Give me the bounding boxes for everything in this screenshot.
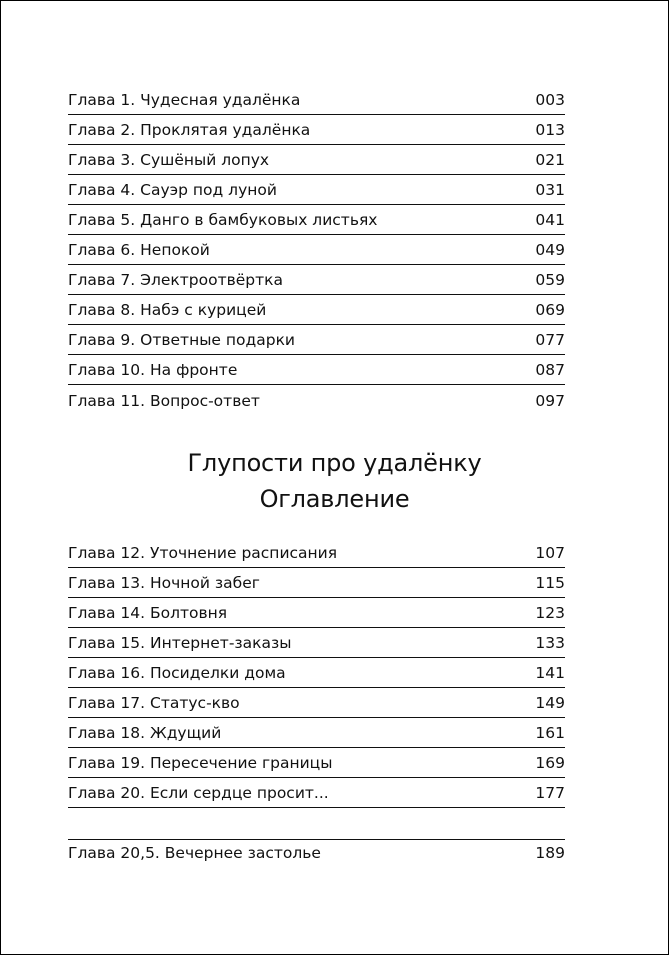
page-number: 013 xyxy=(535,120,565,139)
toc-row xyxy=(68,145,565,175)
toc-extra xyxy=(68,837,565,867)
toc-row xyxy=(68,778,565,808)
page-number: 141 xyxy=(535,663,565,682)
chapter-title: Глава 16. Посиделки дома xyxy=(68,663,286,682)
toc-row xyxy=(68,325,565,355)
page-number: 069 xyxy=(535,300,565,319)
chapter-title: Глава 4. Сауэр под луной xyxy=(68,180,277,199)
toc-row xyxy=(68,265,565,295)
toc-row xyxy=(68,688,565,718)
toc-row xyxy=(68,568,565,598)
toc-part-1 xyxy=(68,85,565,415)
page-number: 059 xyxy=(535,270,565,289)
page-number: 031 xyxy=(535,180,565,199)
section-subtitle: Оглавление xyxy=(259,485,410,513)
chapter-title: Глава 20. Если сердце просит... xyxy=(68,783,329,802)
page-number: 003 xyxy=(535,90,565,109)
toc-row xyxy=(68,355,565,385)
toc-row xyxy=(68,538,565,568)
section-title: Глупости про удалёнку xyxy=(187,449,482,477)
toc-row xyxy=(68,748,565,778)
chapter-title: Глава 6. Непокой xyxy=(68,240,210,259)
toc-row xyxy=(68,235,565,265)
chapter-title: Глава 8. Набэ с курицей xyxy=(68,300,267,319)
page-number: 123 xyxy=(535,603,565,622)
chapter-title: Глава 20,5. Вечернее застолье xyxy=(68,843,321,862)
toc-row xyxy=(68,385,565,415)
page-number: 133 xyxy=(535,633,565,652)
chapter-title: Глава 13. Ночной забег xyxy=(68,573,260,592)
page-number: 087 xyxy=(535,360,565,379)
chapter-title: Глава 9. Ответные подарки xyxy=(68,330,296,349)
toc-row xyxy=(68,85,565,115)
page-number: 115 xyxy=(535,573,565,592)
toc-row xyxy=(68,718,565,748)
chapter-title: Глава 7. Электроотвёртка xyxy=(68,270,284,289)
toc-row xyxy=(68,658,565,688)
chapter-title: Глава 2. Проклятая удалёнка xyxy=(68,120,311,139)
chapter-title: Глава 18. Ждущий xyxy=(68,723,222,742)
chapter-title: Глава 14. Болтовня xyxy=(68,603,228,622)
page-number: 097 xyxy=(535,391,565,410)
chapter-title: Глава 11. Вопрос-ответ xyxy=(68,391,260,410)
page-number: 169 xyxy=(535,753,565,772)
toc-row xyxy=(68,628,565,658)
chapter-title: Глава 15. Интернет-заказы xyxy=(68,633,292,652)
page-number: 041 xyxy=(535,210,565,229)
toc-row xyxy=(68,295,565,325)
chapter-title: Глава 1. Чудесная удалёнка xyxy=(68,90,301,109)
toc-row xyxy=(68,598,565,628)
page-number: 077 xyxy=(535,330,565,349)
page-number: 107 xyxy=(535,543,565,562)
page-number: 021 xyxy=(535,150,565,169)
toc-row xyxy=(68,837,565,867)
chapter-title: Глава 12. Уточнение расписания xyxy=(68,543,338,562)
chapter-title: Глава 3. Сушёный лопух xyxy=(68,150,270,169)
page-number: 177 xyxy=(535,783,565,802)
toc-row xyxy=(68,175,565,205)
page-number: 149 xyxy=(535,693,565,712)
toc-row xyxy=(68,205,565,235)
chapter-title: Глава 19. Пересечение границы xyxy=(68,753,333,772)
toc-row xyxy=(68,115,565,145)
chapter-title: Глава 5. Данго в бамбуковых листьях xyxy=(68,210,378,229)
page-number: 049 xyxy=(535,240,565,259)
page-number: 161 xyxy=(535,723,565,742)
toc-part-2 xyxy=(68,538,565,808)
page-number: 189 xyxy=(535,843,565,862)
chapter-title: Глава 17. Статус-кво xyxy=(68,693,240,712)
chapter-title: Глава 10. На фронте xyxy=(68,360,238,379)
